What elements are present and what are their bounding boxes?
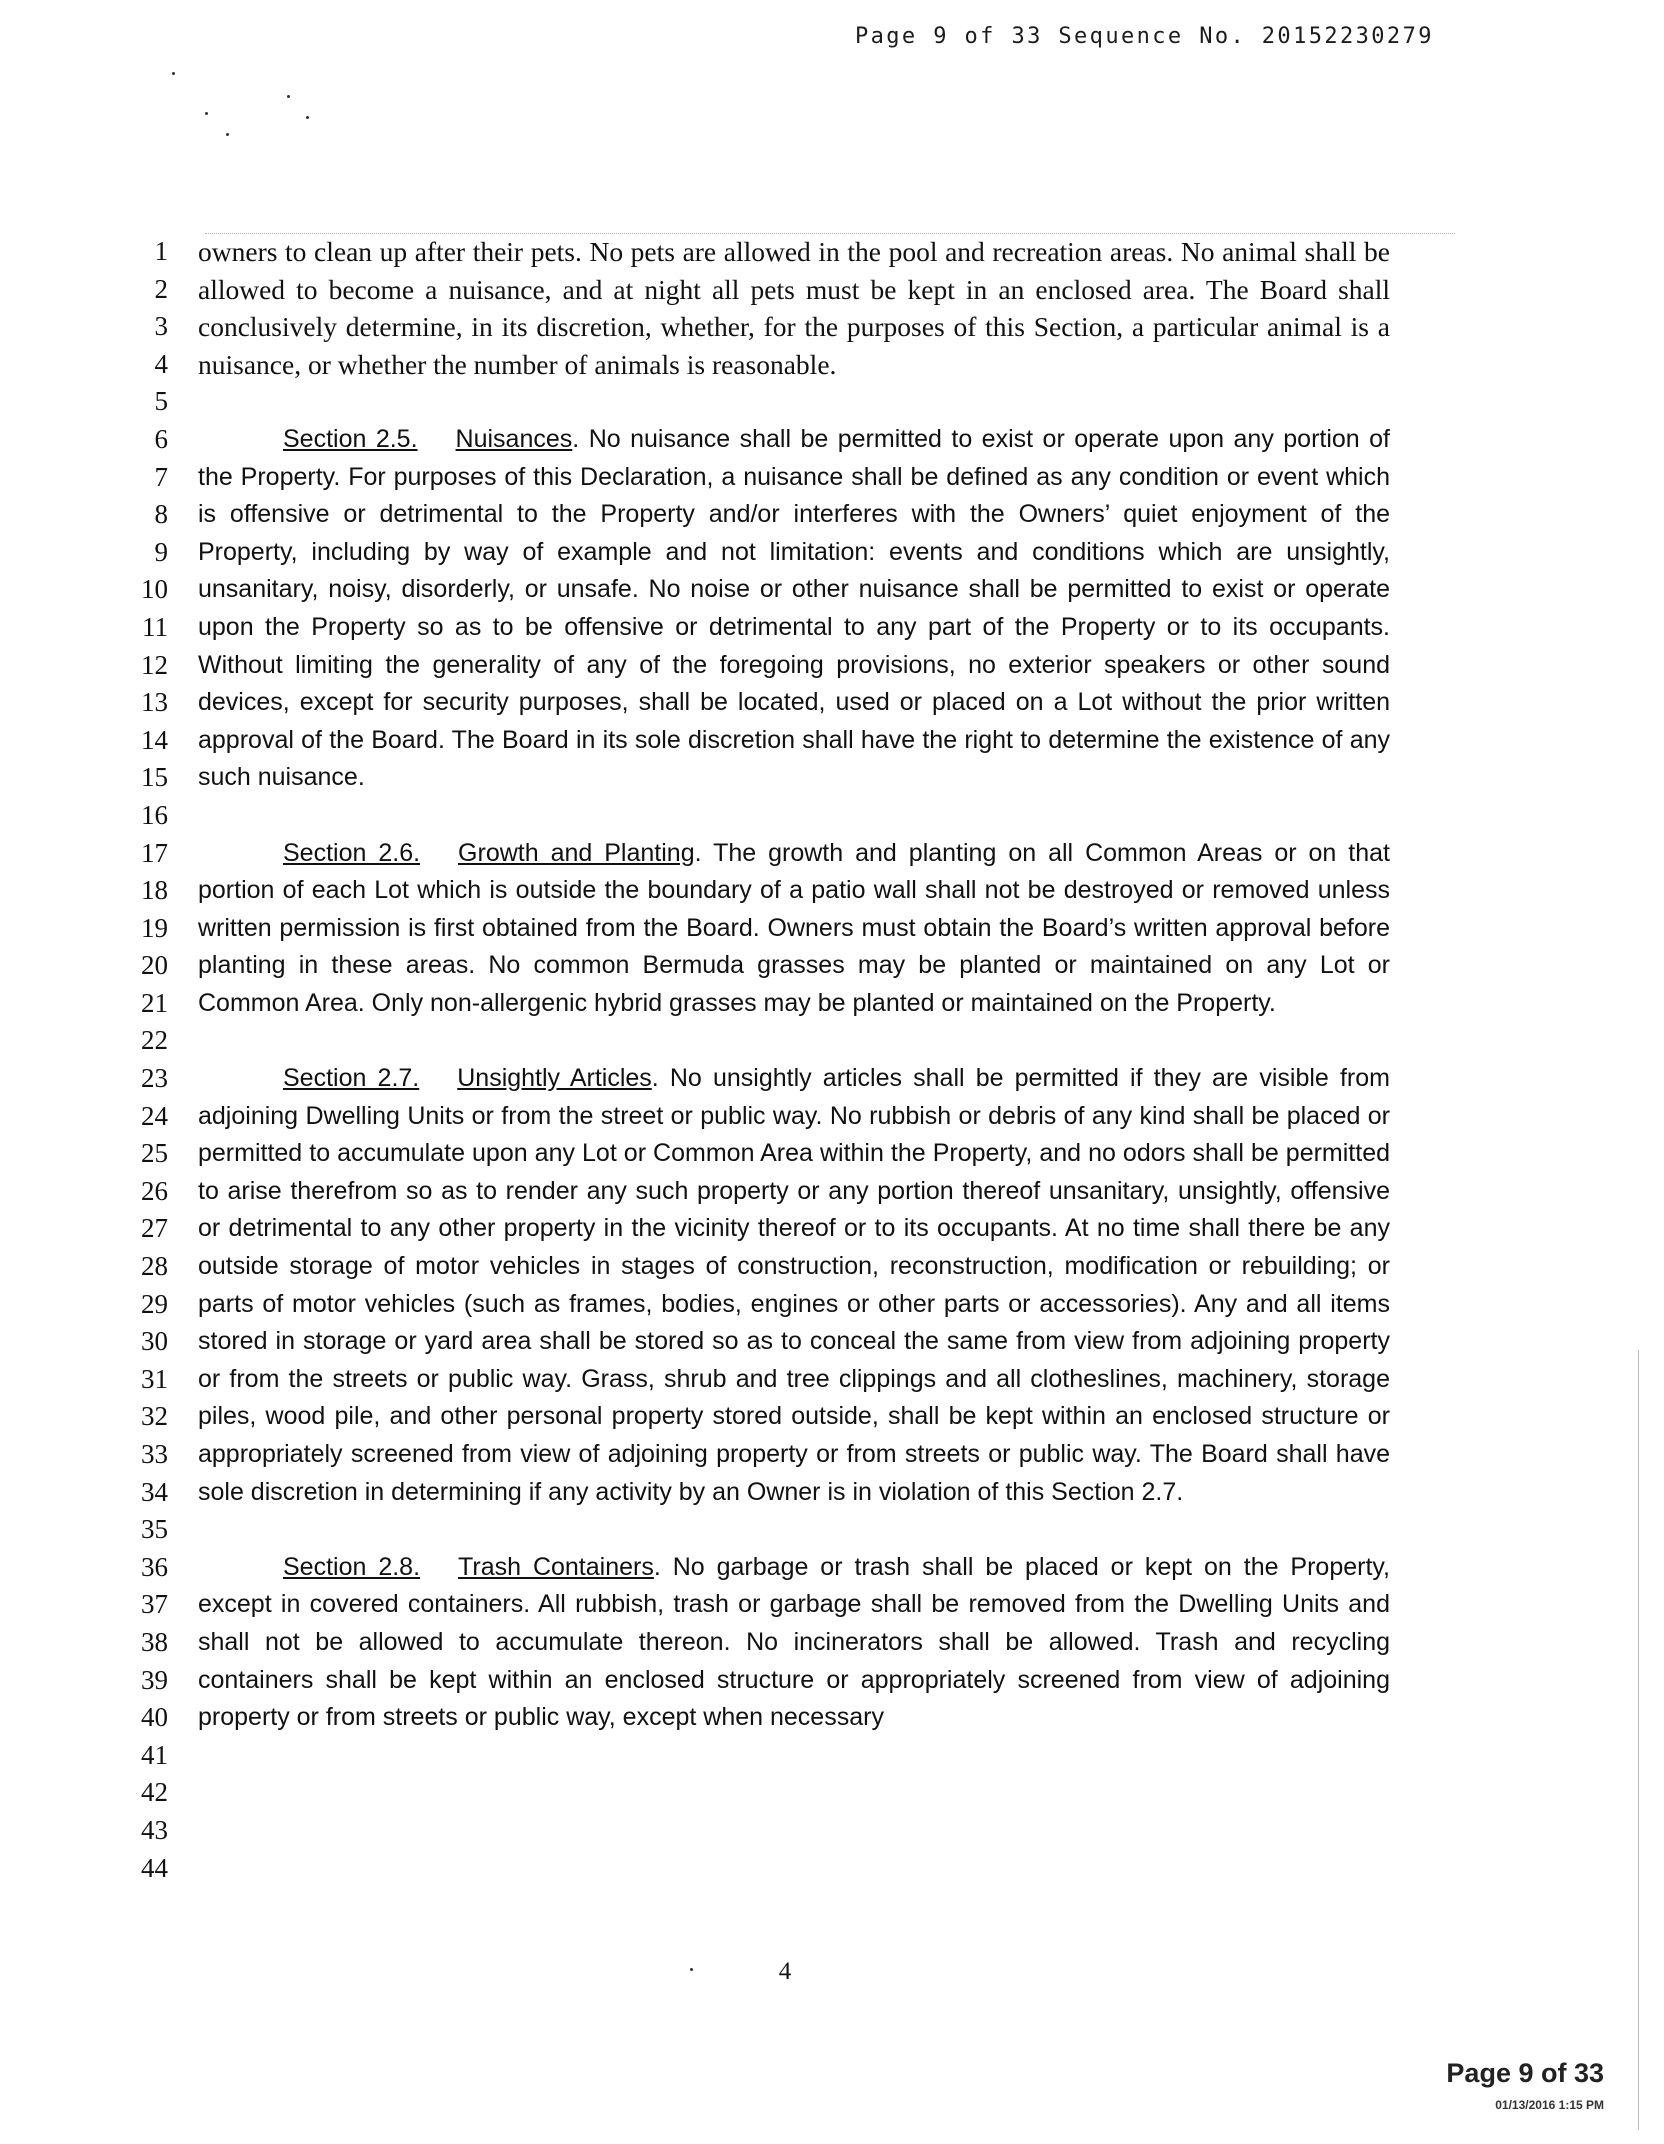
line-number: 18 — [141, 875, 168, 906]
page-number: 4 — [778, 1958, 792, 1985]
line-number: 24 — [141, 1100, 168, 1131]
line-number: 31 — [141, 1363, 168, 1394]
line-number: 23 — [141, 1063, 168, 1094]
line-number: 20 — [141, 950, 168, 981]
line-number: 9 — [154, 536, 168, 567]
scan-speck — [205, 112, 208, 115]
line-number: 30 — [141, 1326, 168, 1357]
section-number: Section 2.5. — [283, 424, 418, 453]
section-number: Section 2.8. — [283, 1552, 421, 1581]
line-number: 14 — [141, 724, 168, 755]
line-number: 42 — [141, 1777, 168, 1808]
line-number: 10 — [141, 574, 168, 605]
line-number: 25 — [141, 1138, 168, 1169]
line-number: 43 — [141, 1814, 168, 1845]
section-2-7: Section 2.7. Unsightly Articles. No unsightly articles shall be permitted if they are visible from adjoining Dwelling Units or from the street or public way. No rubbish or debris of any kind shall be placed or permitted to accumulate upon any Lot or Common Area within the Property, and no odors shall be permitted to arise therefrom so as to render any such property or any portion thereof unsanitary, unsightly, offensive or detrimental to any other property in the vicinity thereof or to its occupants. At no time shall there be any outside storage of motor vehicles in stages of construction, reconstruction, modification or rebuilding; or parts of motor vehicles (such as frames, bodies, engines or other parts or accessories). Any and all items stored in storage or yard area shall be stored so as to conceal the same from view from adjoining property or from the streets or public way. Grass, shrub and tree clippings and all clotheslines, machinery, storage piles, wood pile, and other personal property stored outside, shall be kept within an enclosed structure or appropriately screened from view of adjoining property or from streets or public way. The Board shall have sole discretion in determining if any activity by an Owner is in violation of this Section 2.7. — [198, 1064, 1390, 1506]
line-number: 28 — [141, 1251, 168, 1282]
line-number: 17 — [141, 837, 168, 868]
section-text: The growth and planting on all Common Areas or on that portion of each Lot which is outside the boundary of a patio wall shall not be destroyed or removed unless written permission is first obtained from the Board. Owners must obtain the Board’s written approval before planting in these areas. No common Bermuda grasses may be planted or maintained on any Lot or Common Area. Only non-allergenic hybrid grasses may be planted or maintained on the Property. — [198, 838, 1390, 1017]
line-number: 37 — [141, 1589, 168, 1620]
line-number: 26 — [141, 1175, 168, 1206]
line-number: 33 — [141, 1439, 168, 1469]
line-number: 1 — [154, 236, 168, 266]
line-number: 7 — [154, 461, 168, 492]
line-number: 38 — [141, 1626, 168, 1657]
line-number: 6 — [154, 423, 168, 454]
intro-paragraph: owners to clean up after their pets. No pets are allowed in the pool and recreation areas. No animal shall be allowed to become a nuisance, and at night all pets must be kept in an enclosed area. The Board shall conclusively determine, in its discretion, whether, for the purposes of this Section, a particular animal is a nuisance, or whether the number of animals is reasonable. — [198, 236, 1390, 380]
line-number: 15 — [141, 762, 168, 793]
section-2-6: Section 2.6. Growth and Planting. The growth and planting on all Common Areas or on that portion of each Lot which is outside the boundary of a patio wall shall not be destroyed or removed unless written permission is first obtained from the Board. Owners must obtain the Board’s written approval before planting in these areas. No common Bermuda grasses may be planted or maintained on any Lot or Common Area. Only non-allergenic hybrid grasses may be planted or maintained on the Property. — [198, 838, 1390, 1017]
line-number: 39 — [141, 1664, 168, 1695]
line-number: 16 — [141, 799, 168, 830]
section-2-8: Section 2.8. Trash Containers. No garbage or trash shall be placed or kept on the Property, except in covered containers. All rubbish, trash or garbage shall be removed from the Dwelling Units and shall not be allowed to accumulate thereon. No incinerators shall be allowed. Trash and recycling containers shall be kept within an enclosed structure or appropriately screened from view of adjoining property or from streets or public way, except when necessary — [198, 1552, 1391, 1732]
line-number: 5 — [154, 386, 168, 417]
scan-speck — [172, 72, 175, 75]
document-body — [198, 233, 1390, 1737]
section-title: Growth and Planting — [458, 838, 695, 867]
line-number: 40 — [141, 1702, 168, 1733]
line-number: 35 — [141, 1514, 168, 1545]
line-number: 2 — [154, 273, 168, 304]
section-text: No nuisance shall be permitted to exist or operate upon any portion of the Property. For purposes of this Declaration, a nuisance shall be defined as any condition or event which is offensive or detrimental to the Property and/or interferes with the Owners’ quiet enjoyment of the Property, including by way of example and not limitation: events and conditions which are unsightly, unsanitary, noisy, disorderly, or unsafe. No noise or other nuisance shall be permitted to exist or operate upon the Property so as to be offensive or detrimental to any part of the Property or to its occupants. Without limiting the generality of any of the foregoing provisions, no exterior speakers or other sound devices, except for security purposes, shall be located, used or placed on a Lot without the prior written approval of the Board. The Board in its sole discretion shall have the right to determine the existence of any such nuisance. — [198, 424, 1391, 792]
footer-timestamp: 01/13/2016 1:15 PM — [1495, 2098, 1604, 2112]
scan-speck — [306, 116, 309, 119]
section-text: No unsightly articles shall be permitted if they are visible from adjoining Dwelling Units or from the street or public way. No rubbish or debris of any kind shall be placed or permitted to accumulate upon any Lot or Common Area within the Property, and no odors shall be permitted to arise therefrom so as to render any such property or any portion thereof unsanitary, unsightly, offensive or detrimental to any other property in the vicinity thereof or to its occupants. At no time shall there be any outside storage of motor vehicles in stages of construction, reconstruction, modification or rebuilding; or parts of motor vehicles (such as frames, bodies, engines or other parts or accessories). Any and all items stored in storage or yard area shall be stored so as to conceal the same from view from adjoining property or from the streets or public way. Grass, shrub and tree clippings and all clotheslines, machinery, storage piles, wood pile, and other personal property stored outside, shall be kept within an enclosed structure or appropriately screened from view of adjoining property or from streets or public way. The Board shall have sole discretion in determining if any activity by an Owner is in violation of this Section 2.7. — [198, 1064, 1390, 1506]
footer-page-count: Page 9 of 33 — [1446, 2058, 1604, 2088]
line-number: 36 — [141, 1551, 168, 1582]
line-number: 21 — [141, 987, 168, 1018]
scan-edge — [1638, 1350, 1639, 2130]
line-number: 29 — [141, 1288, 168, 1319]
line-number-column — [108, 233, 168, 1887]
section-2-5: Section 2.5. Nuisances. No nuisance shall be permitted to exist or operate upon any portion of the Property. For purposes of this Declaration, a nuisance shall be defined as any condition or event which is offensive or detrimental to the Property and/or interferes with the Owners’ quiet enjoyment of the Property, including by way of example and not limitation: events and conditions which are unsightly, unsanitary, noisy, disorderly, or unsafe. No noise or other nuisance shall be permitted to exist or operate upon the Property so as to be offensive or detrimental to any part of the Property or to its occupants. Without limiting the generality of any of the foregoing provisions, no exterior speakers or other sound devices, except for security purposes, shall be located, used or placed on a Lot without the prior written approval of the Board. The Board in its sole discretion shall have the right to determine the existence of any such nuisance. — [198, 424, 1391, 792]
line-number: 32 — [141, 1401, 168, 1432]
line-number: 13 — [141, 687, 168, 718]
scan-speck — [226, 133, 229, 136]
line-number: 3 — [154, 311, 168, 342]
section-title: Unsightly Articles — [457, 1064, 652, 1093]
line-number: 44 — [141, 1852, 168, 1883]
line-number: 22 — [141, 1025, 168, 1056]
section-text: No garbage or trash shall be placed or kept on the Property, except in covered containers. All rubbish, trash or garbage shall be removed from the Dwelling Units and shall not be allowed to accumulate thereon. No incinerators shall be allowed. Trash and recycling containers shall be kept within an enclosed structure or appropriately screened from view of adjoining property or from streets or public way, except when necessary — [198, 1552, 1391, 1732]
section-number: Section 2.6. — [283, 838, 421, 867]
line-number: 11 — [142, 611, 168, 642]
section-title: Nuisances — [455, 424, 573, 453]
scan-speck — [287, 95, 290, 98]
section-number: Section 2.7. — [283, 1064, 420, 1093]
line-number: 34 — [141, 1476, 168, 1507]
line-number: 8 — [154, 499, 168, 530]
line-number: 4 — [154, 348, 168, 379]
line-number: 12 — [141, 649, 168, 680]
line-number: 27 — [141, 1213, 168, 1244]
header-sequence-text: Page 9 of 33 Sequence No. 20152230279 — [855, 24, 1434, 49]
line-number: 19 — [141, 912, 168, 943]
line-number: 41 — [141, 1739, 168, 1770]
section-title: Trash Containers — [458, 1552, 654, 1581]
